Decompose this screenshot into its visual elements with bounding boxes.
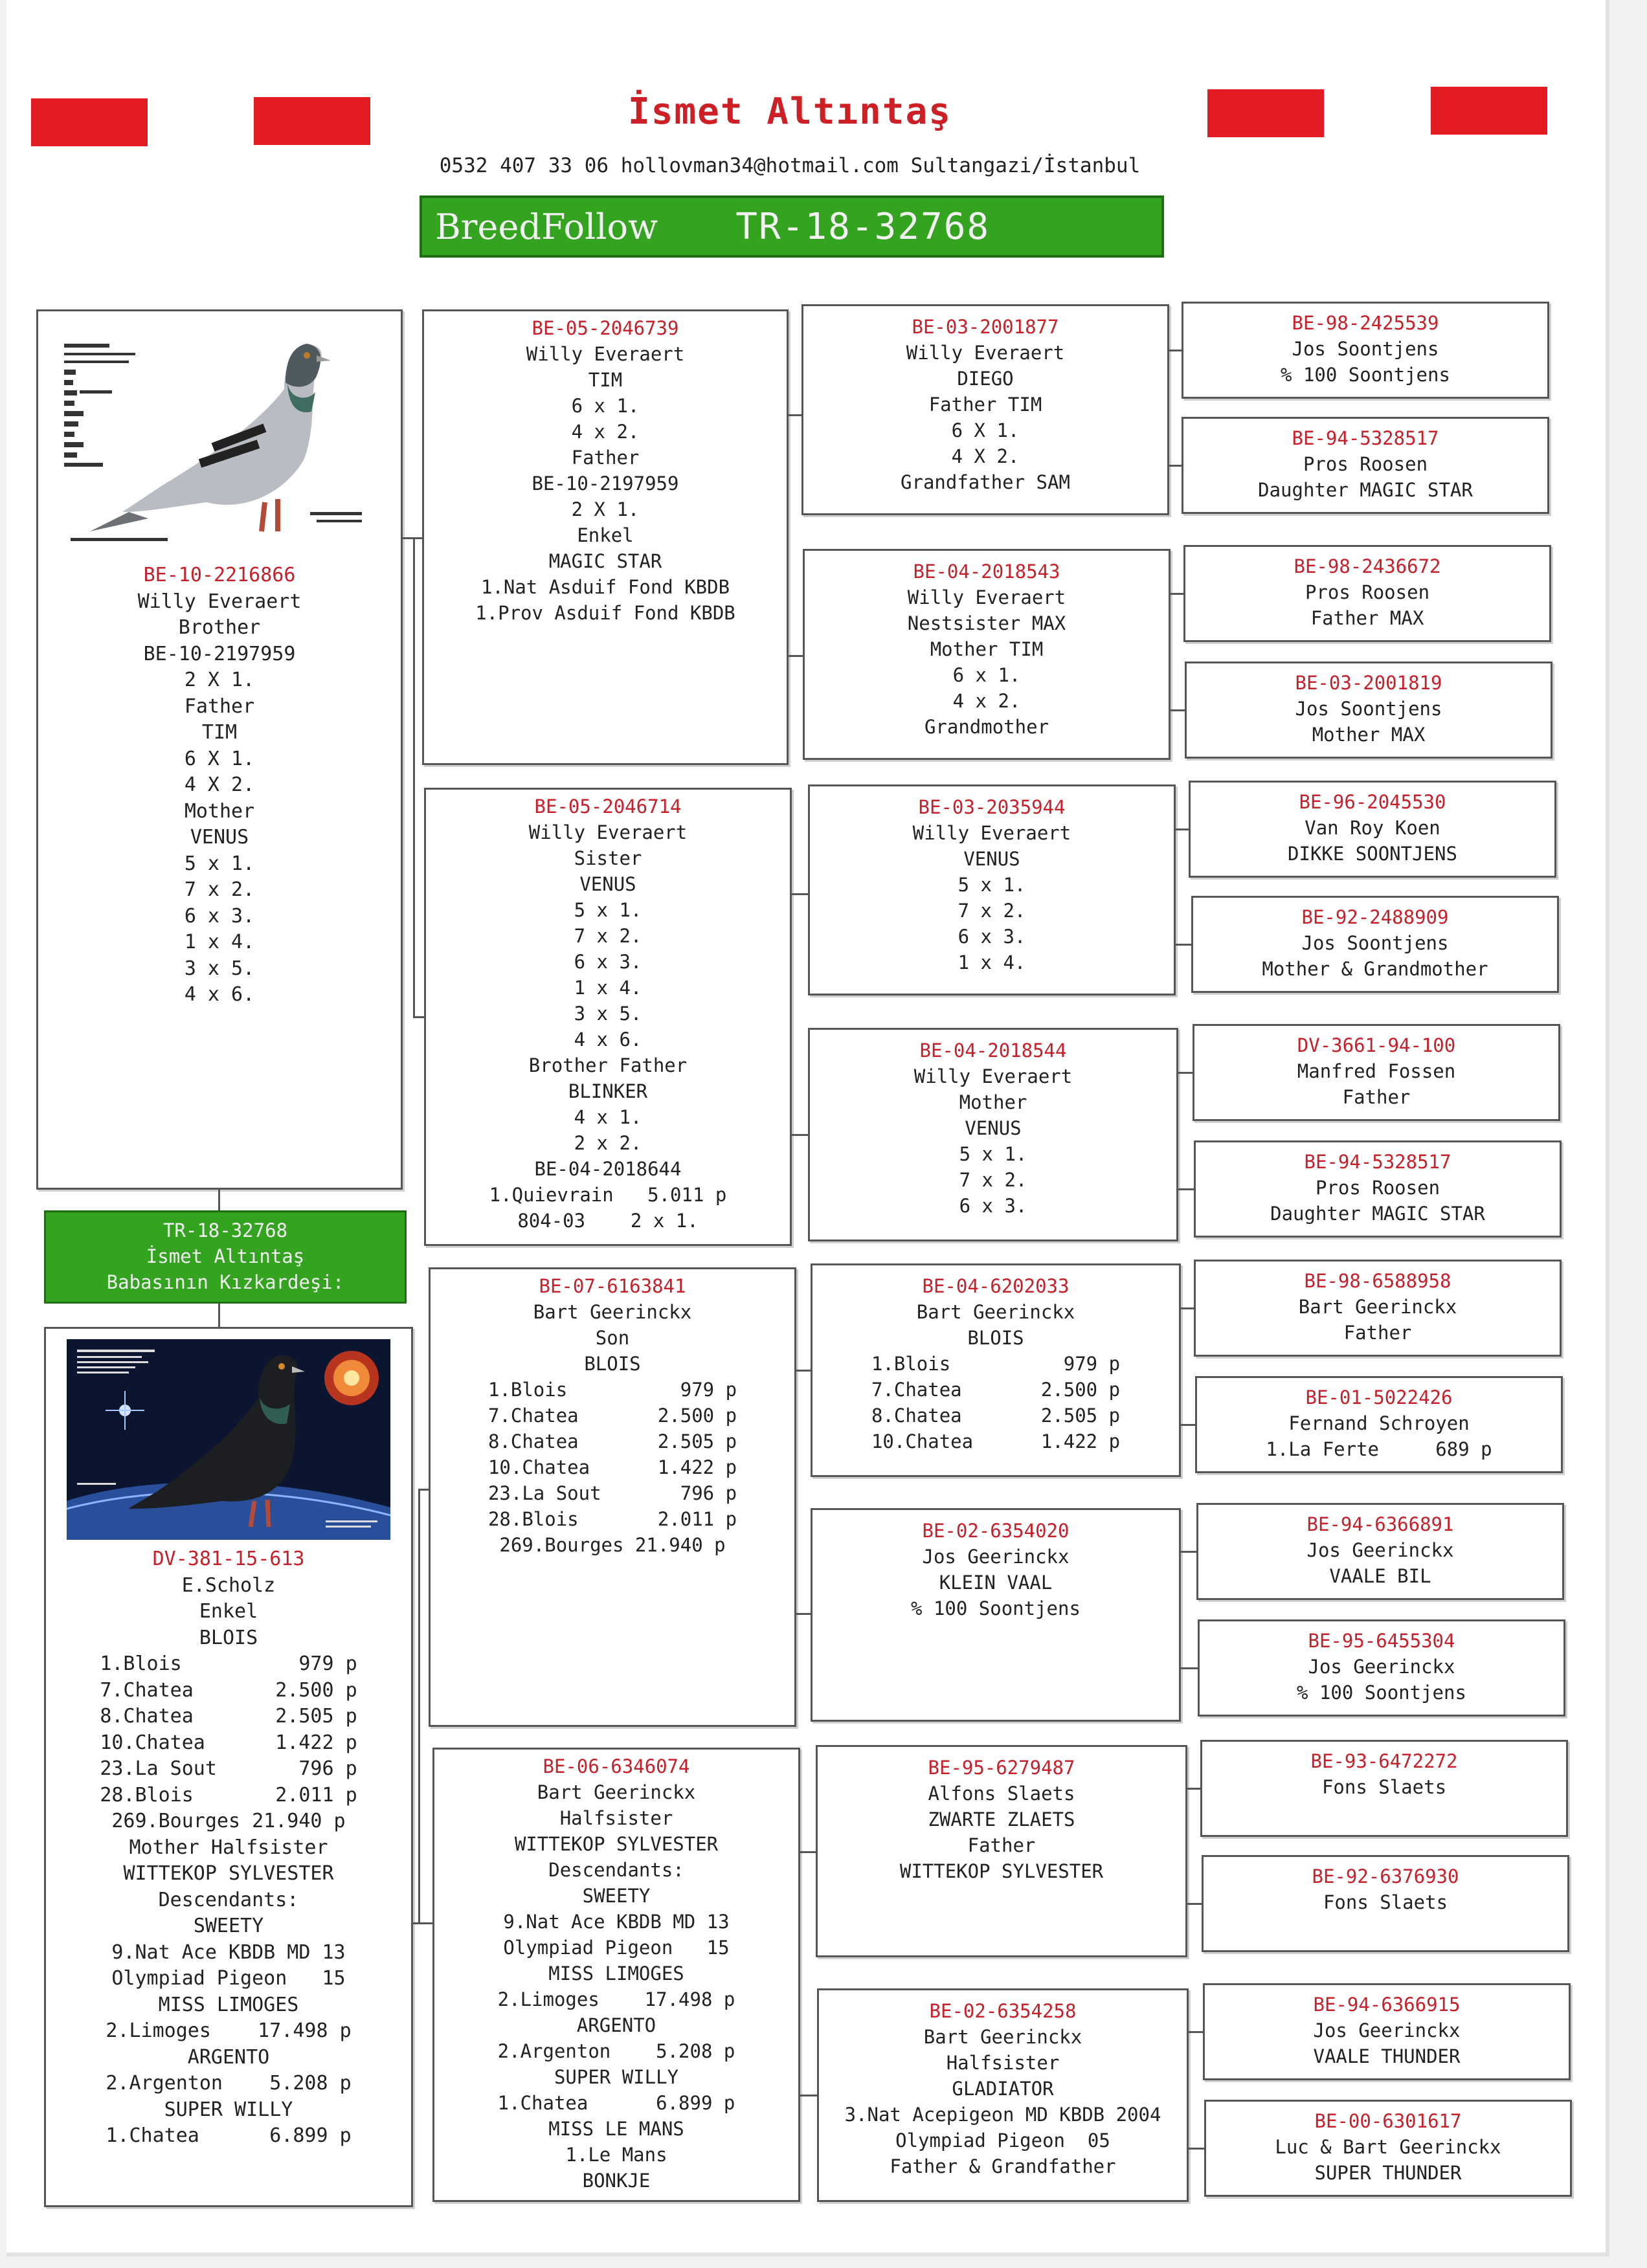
gen2-line: 6 x 3. [958, 926, 1026, 948]
subject2-line: 1.Chatea 6.899 p [106, 2124, 352, 2147]
gen3-box [1191, 896, 1559, 993]
connector [789, 655, 803, 657]
red-bar-right-1 [1207, 89, 1324, 137]
gen2-box [811, 1263, 1181, 1477]
gen3-line: Jos Soontjens [1292, 338, 1439, 360]
subject2-line: ARGENTO [187, 2045, 270, 2069]
gen2-line: VENUS [965, 1117, 1022, 1139]
gen3-box [1182, 417, 1549, 514]
connector [1181, 1551, 1196, 1553]
connector [1171, 593, 1183, 595]
gen3-line: % 100 Soontjens [1297, 1682, 1466, 1704]
gen3-line: Jos Geerinckx [1308, 1656, 1455, 1678]
gen2-line: Willy Everaert [913, 1065, 1073, 1087]
gen3-ring: BE-98-2425539 [1292, 312, 1439, 334]
subject2-line: Olympiad Pigeon 15 [111, 1967, 346, 1990]
gen2-ring: BE-03-2001877 [912, 316, 1059, 338]
connector [1169, 350, 1182, 351]
gen1-line: MISS LE MANS [548, 2118, 684, 2140]
gen3-line: Fons Slaets [1321, 1776, 1447, 1798]
gen3-ring: BE-01-5022426 [1305, 1386, 1453, 1408]
gen3-line: Jos Soontjens [1301, 932, 1449, 954]
gen2-line: Grandfather SAM [901, 471, 1070, 493]
gen3-line: Pros Roosen [1303, 453, 1428, 475]
gen2-line: 10.Chatea 1.422 p [871, 1430, 1121, 1452]
gen2-line: ZWARTE ZLAETS [928, 1808, 1075, 1830]
gen1-line: Willy Everaert [526, 343, 685, 365]
gen2-line: Mother [959, 1091, 1027, 1113]
gen3-line: Bart Geerinckx [1298, 1296, 1457, 1318]
gen3-box [1203, 1983, 1571, 2080]
subject-line: 4 X 2. [184, 773, 255, 796]
gen1-line: Son [595, 1327, 630, 1349]
gen1-line: 28.Blois 2.011 p [487, 1508, 737, 1530]
gen3-line: Mother & Grandmother [1262, 958, 1488, 980]
subject2-line: Descendants: [158, 1888, 299, 1911]
gen1-line: Brother Father [528, 1054, 688, 1076]
gen1-line: Bart Geerinckx [533, 1301, 692, 1323]
gen1-line: Sister [574, 847, 642, 869]
gen1-line: Enkel [577, 524, 634, 546]
gen2-line: Nestsister MAX [907, 612, 1066, 634]
gen3-ring: BE-00-6301617 [1314, 2110, 1462, 2132]
gen1-line: WITTEKOP SYLVESTER [514, 1833, 719, 1855]
connector [418, 1489, 420, 1924]
subject2-ring: DV-381-15-613 [152, 1548, 305, 1570]
gen1-line: 1 x 4. [574, 977, 642, 999]
gen3-line: Fernand Schroyen [1288, 1412, 1470, 1434]
gen1-ring: BE-05-2046714 [534, 795, 682, 817]
gen2-line: Mother TIM [930, 638, 1044, 660]
connector [792, 893, 808, 895]
subject2-line: SUPER WILLY [164, 2098, 293, 2121]
gen3-ring: BE-93-6472272 [1310, 1750, 1458, 1772]
gen1-line: 4 x 6. [574, 1028, 642, 1051]
subject-line: 1 x 4. [184, 931, 255, 953]
gen3-box [1194, 1260, 1562, 1357]
gen1-line: BLOIS [584, 1353, 641, 1375]
subject2-line: Enkel [199, 1600, 258, 1623]
gen2-line: 4 X 2. [951, 445, 1020, 467]
connector [218, 1190, 220, 1210]
subject2-line: 1.Blois 979 p [100, 1652, 357, 1675]
subject-line: Brother [178, 616, 261, 639]
gen3-line: Van Roy Koen [1305, 817, 1440, 839]
gen3-ring: BE-03-2001819 [1295, 672, 1442, 694]
gen2-line: 5 x 1. [958, 874, 1026, 896]
gen3-line: DIKKE SOONTJENS [1288, 843, 1457, 865]
gen3-line: Fons Slaets [1323, 1891, 1448, 1913]
gen2-line: Willy Everaert [907, 586, 1066, 608]
gen1-line: Willy Everaert [528, 821, 688, 843]
gen2-ring: BE-04-6202033 [922, 1275, 1070, 1297]
gen3-line: Jos Geerinckx [1306, 1539, 1454, 1561]
gen2-box [801, 304, 1169, 515]
gen3-ring: BE-92-2488909 [1301, 906, 1449, 928]
connector [413, 537, 415, 1018]
gen2-line: Bart Geerinckx [916, 1301, 1075, 1323]
subject2-line: 269.Bourges 21.940 p [111, 1810, 346, 1832]
connector [789, 414, 801, 416]
gen2-line: 1.Blois 979 p [871, 1353, 1121, 1375]
gen3-ring: BE-94-5328517 [1292, 427, 1439, 449]
connector [1178, 1188, 1194, 1190]
gen1-line: BLINKER [568, 1080, 648, 1102]
subject-ring: BE-10-2216866 [143, 564, 296, 586]
subject2-line: 8.Chatea 2.505 p [100, 1705, 357, 1728]
gen1-line: Halfsister [559, 1807, 673, 1829]
gen3-ring: BE-98-2436672 [1294, 555, 1441, 577]
connector [1169, 465, 1182, 467]
gen2-box [808, 784, 1176, 995]
gen3-line: VAALE THUNDER [1313, 2045, 1461, 2067]
gen2-box [808, 1028, 1178, 1241]
subject-line: 3 x 5. [184, 957, 255, 980]
gen3-line: Daughter MAGIC STAR [1270, 1203, 1485, 1225]
gen2-ring: BE-02-6354258 [929, 2000, 1077, 2022]
gen2-box [811, 1508, 1181, 1722]
gen3-line: VAALE BIL [1329, 1565, 1431, 1587]
gen2-line: 7 x 2. [958, 900, 1026, 922]
gen1-line: 2 X 1. [571, 498, 640, 520]
connector [403, 537, 422, 539]
connector [1178, 1072, 1193, 1074]
gen3-box [1193, 1024, 1560, 1121]
subject2-line: SWEETY [193, 1915, 264, 1937]
gen2-line: Alfons Slaets [928, 1783, 1075, 1805]
subject2-line: 7.Chatea 2.500 p [100, 1678, 357, 1702]
subject2-line: 28.Blois 2.011 p [100, 1783, 357, 1807]
brand-label: BreedFollow [435, 206, 658, 247]
section-label [44, 1210, 407, 1304]
gen1-line: MISS LIMOGES [548, 1962, 684, 1984]
gen3-line: Jos Geerinckx [1313, 2019, 1461, 2041]
gen1-line: 1.Chatea 6.899 p [497, 2092, 735, 2114]
gen3-box [1196, 1503, 1564, 1600]
gen3-line: Father [1342, 1086, 1411, 1108]
connector [1187, 1903, 1202, 1905]
subject2-line: WITTEKOP SYLVESTER [123, 1862, 334, 1885]
subject-line: Father [184, 695, 255, 718]
connector [1181, 1307, 1194, 1309]
gen1-line: BE-10-2197959 [532, 472, 679, 495]
gen1-line: BONKJE [582, 2170, 651, 2192]
gen1-line: 7.Chatea 2.500 p [487, 1405, 737, 1427]
gen1-line: BE-04-2018644 [534, 1158, 682, 1180]
gen1-box-dam [424, 788, 792, 1246]
gen1-line: 4 x 1. [574, 1106, 642, 1128]
gen2-line: Father [967, 1834, 1036, 1856]
gen2-line: BLOIS [967, 1327, 1024, 1349]
connector [1176, 828, 1189, 830]
gen2-line: Willy Everaert [912, 822, 1071, 844]
gen1-line: SWEETY [582, 1885, 651, 1907]
subject2-lines [46, 1546, 411, 2150]
subject-line: Willy Everaert [137, 590, 302, 613]
subject2-line: E.Scholz [181, 1573, 276, 1597]
gen1-box-sire [422, 309, 789, 765]
page-title: İsmet Altıntaş [627, 91, 952, 133]
label-relation: Babasının Kızkardeşi: [106, 1271, 344, 1293]
gen2-line: Olympiad Pigeon 05 [895, 2129, 1110, 2151]
gen3-line: 1.La Ferte 689 p [1266, 1438, 1492, 1460]
red-bar-left-1 [31, 98, 148, 146]
gen2-line: 7 x 2. [959, 1169, 1027, 1191]
gen1-line: VENUS [579, 873, 636, 895]
gen3-line: Luc & Bart Geerinckx [1275, 2136, 1501, 2158]
gen2-box [817, 1988, 1189, 2202]
gen3-box [1189, 781, 1556, 878]
connector [800, 2095, 817, 2096]
connector [796, 1370, 811, 1372]
subject-line: 6 x 3. [184, 904, 255, 928]
connector [1171, 709, 1185, 711]
subject2-line: 2.Argenton 5.208 p [106, 2072, 352, 2095]
connector [1189, 2031, 1203, 2033]
gen2-line: 1 x 4. [958, 951, 1026, 973]
subject-line: 7 x 2. [184, 878, 255, 901]
gen1-box-dam2 [432, 1748, 800, 2202]
gen1-line: 804-03 2 x 1. [517, 1210, 699, 1232]
gen3-line: Mother MAX [1312, 724, 1426, 746]
gen2-line: Halfsister [946, 2052, 1060, 2074]
gen2-ring: BE-03-2035944 [918, 796, 1066, 818]
gen2-line: Father & Grandfather [890, 2155, 1116, 2177]
connector [792, 1134, 808, 1136]
gen1-line: 5 x 1. [574, 899, 642, 921]
gen2-line: GLADIATOR [952, 2078, 1054, 2100]
subject-line: BE-10-2197959 [143, 642, 296, 665]
gen3-ring: BE-98-6588958 [1304, 1270, 1451, 1292]
gen3-ring: DV-3661-94-100 [1297, 1034, 1456, 1056]
connector [1181, 1667, 1198, 1669]
gen3-box [1194, 1140, 1562, 1238]
pigeon-photo-2 [67, 1339, 390, 1540]
gen2-line: Grandmother [924, 716, 1049, 738]
gen2-line: 8.Chatea 2.505 p [871, 1405, 1121, 1427]
gen1-box-sire2 [429, 1267, 796, 1727]
subject-line: 4 x 6. [184, 983, 255, 1006]
gen2-line: 4 x 2. [952, 690, 1021, 712]
connector [218, 1304, 220, 1327]
gen1-line: Descendants: [548, 1859, 684, 1881]
gen3-ring: BE-94-6366915 [1313, 1994, 1461, 2016]
gen2-box [816, 1745, 1187, 1957]
gen3-box [1200, 1740, 1568, 1837]
gen2-line: 6 X 1. [951, 419, 1020, 441]
gen3-ring: BE-94-6366891 [1306, 1513, 1454, 1535]
gen3-line: Father MAX [1310, 607, 1424, 629]
gen1-line: Olympiad Pigeon 15 [503, 1937, 730, 1959]
gen2-box [803, 549, 1171, 760]
subject2-line: 23.La Sout 796 p [100, 1757, 357, 1780]
gen3-line: Jos Soontjens [1295, 698, 1442, 720]
gen1-ring: BE-06-6346074 [543, 1755, 690, 1777]
gen2-line: 6 x 1. [952, 664, 1021, 686]
gen3-ring: BE-95-6455304 [1308, 1630, 1455, 1652]
contact-line: 0532 407 33 06 hollovman34@hotmail.com Sultangazi/İstanbul [439, 154, 1141, 177]
gen2-line: 5 x 1. [959, 1143, 1027, 1165]
subject-box [36, 309, 403, 1190]
gen3-box [1198, 1619, 1565, 1717]
gen1-line: 3 x 5. [574, 1003, 642, 1025]
subject2-line: Mother Halfsister [129, 1836, 328, 1859]
gen2-line: Jos Geerinckx [922, 1546, 1070, 1568]
gen2-line: DIEGO [957, 368, 1014, 390]
gen3-line: Father [1343, 1322, 1412, 1344]
subject2-line: BLOIS [199, 1626, 258, 1649]
gen1-line: 6 x 1. [571, 395, 640, 417]
connector [796, 1613, 811, 1615]
gen2-ring: BE-04-2018543 [913, 561, 1060, 583]
subject2-box [44, 1327, 413, 2207]
gen1-line: ARGENTO [576, 2014, 656, 2036]
gen1-line: 6 x 3. [574, 951, 642, 973]
subject2-line: 2.Limoges 17.498 p [106, 2019, 352, 2042]
gen1-line: 2 x 2. [574, 1132, 642, 1154]
gen3-box [1195, 1376, 1563, 1473]
red-bar-left-2 [254, 97, 370, 145]
gen2-line: 7.Chatea 2.500 p [871, 1379, 1121, 1401]
gen2-ring: BE-02-6354020 [922, 1520, 1070, 1542]
gen1-line: 8.Chatea 2.505 p [487, 1430, 737, 1452]
gen1-line: SUPER WILLY [554, 2066, 679, 2088]
pedigree-sheet [6, 0, 1609, 2256]
connector [1189, 2148, 1204, 2150]
gen1-line: TIM [588, 369, 623, 391]
gen2-ring: BE-95-6279487 [928, 1757, 1075, 1779]
ring-number: TR-18-32768 [735, 205, 991, 248]
subject-line: TIM [201, 721, 238, 744]
connector [1187, 1788, 1200, 1790]
gen3-line: Pros Roosen [1315, 1177, 1440, 1199]
gen2-line: 3.Nat Acepigeon MD KBDB 2004 [844, 2104, 1161, 2126]
gen2-line: % 100 Soontjens [911, 1597, 1081, 1619]
gen3-box [1185, 662, 1552, 759]
connector [1176, 944, 1191, 946]
gen2-line: Father TIM [928, 394, 1042, 416]
gen3-box [1202, 1855, 1569, 1952]
connector [413, 1922, 432, 1924]
subject-line: 2 X 1. [184, 669, 255, 691]
gen2-line: Bart Geerinckx [923, 2026, 1082, 2048]
gen2-line: VENUS [963, 848, 1020, 870]
gen3-box [1204, 2100, 1572, 2197]
gen1-line: 7 x 2. [574, 925, 642, 947]
gen1-line: MAGIC STAR [548, 550, 662, 572]
pigeon-photo-1 [51, 318, 388, 557]
gen2-line: Willy Everaert [906, 342, 1065, 364]
gen1-line: 10.Chatea 1.422 p [487, 1456, 737, 1478]
gen3-box [1183, 545, 1551, 642]
connector [800, 1851, 816, 1853]
gen3-line: Daughter MAGIC STAR [1258, 479, 1473, 501]
subject2-line: 9.Nat Ace KBDB MD 13 [111, 1940, 346, 1964]
gen3-line: Manfred Fossen [1297, 1060, 1456, 1082]
gen1-line: 269.Bourges 21.940 p [499, 1534, 726, 1556]
gen2-line: WITTEKOP SYLVESTER [899, 1860, 1104, 1882]
subject2-line: 10.Chatea 1.422 p [100, 1731, 357, 1754]
gen1-line: 1.Nat Asduif Fond KBDB [480, 576, 730, 598]
gen1-line: 1.Quievrain 5.011 p [489, 1184, 727, 1206]
gen1-line: Bart Geerinckx [537, 1781, 696, 1803]
gen1-ring: BE-05-2046739 [532, 317, 679, 339]
gen2-line: 6 x 3. [959, 1195, 1027, 1217]
gen1-ring: BE-07-6163841 [539, 1275, 686, 1297]
gen3-ring: BE-96-2045530 [1299, 791, 1446, 813]
connector [1181, 1424, 1195, 1426]
gen3-box [1182, 302, 1549, 399]
gen3-line: % 100 Soontjens [1281, 364, 1450, 386]
gen1-line: Father [571, 447, 640, 469]
gen2-line: KLEIN VAAL [939, 1572, 1053, 1594]
gen1-line: 1.Le Mans [565, 2144, 667, 2166]
gen1-line: 1.Blois 979 p [487, 1379, 737, 1401]
gen1-line: 23.La Sout 796 p [487, 1482, 737, 1504]
gen1-line: 9.Nat Ace KBDB MD 13 [503, 1911, 730, 1933]
gen3-ring: BE-92-6376930 [1312, 1865, 1459, 1887]
subject-line: 6 X 1. [184, 747, 255, 770]
gen3-ring: BE-94-5328517 [1304, 1151, 1451, 1173]
gen1-line: 2.Argenton 5.208 p [497, 2040, 735, 2062]
gen1-line: 2.Limoges 17.498 p [497, 1988, 735, 2010]
subject-lines [38, 562, 401, 1008]
header-banner [420, 195, 1164, 258]
gen3-line: Pros Roosen [1305, 581, 1430, 603]
gen1-line: 1.Prov Asduif Fond KBDB [475, 602, 735, 624]
gen2-ring: BE-04-2018544 [919, 1040, 1067, 1062]
subject-line: Mother [184, 799, 255, 823]
label-owner: İsmet Altıntaş [146, 1245, 305, 1267]
gen1-line: 4 x 2. [571, 421, 640, 443]
subject-line: VENUS [190, 826, 249, 849]
subject-line: 5 x 1. [184, 852, 255, 875]
red-bar-right-2 [1431, 87, 1547, 135]
label-ring: TR-18-32768 [162, 1219, 288, 1241]
subject2-line: MISS LIMOGES [158, 1993, 299, 2016]
gen3-line: SUPER THUNDER [1314, 2162, 1462, 2184]
